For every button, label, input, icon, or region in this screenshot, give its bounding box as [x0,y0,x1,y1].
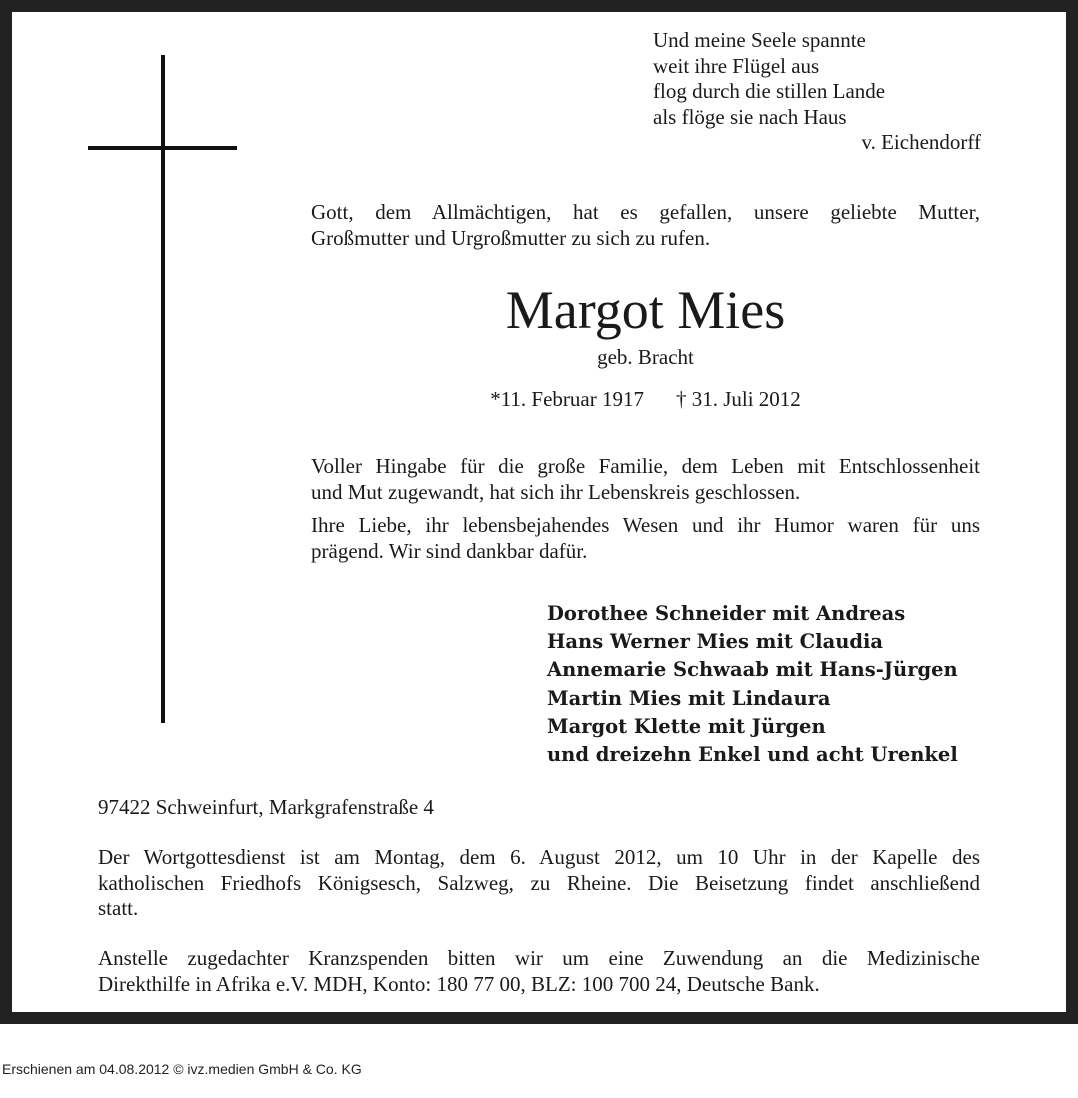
tribute-line: und Mut zugewandt, hat sich ihr Lebenskreis geschlossen. [311,479,801,504]
family-member: Martin Mies mit Lindaura [547,686,831,710]
intro-line: Großmutter und Urgroßmutter zu sich zu rufen. [311,225,711,250]
cross-icon-horizontal-bar [88,146,237,150]
poem-line: weit ihre Flügel aus [653,53,820,78]
service-line: statt. [98,896,139,920]
cross-icon-vertical-bar [161,55,165,723]
service-info [98,845,980,922]
family-member: und dreizehn Enkel und acht Urenkel [547,743,958,767]
poem-line: als flöge sie nach Haus [653,104,847,129]
poem-line: flog durch die stillen Lande [653,79,886,103]
donation-info [98,946,980,997]
deceased-name: Margot Mies [505,280,786,340]
service-line: katholischen Friedhofs Königsesch, Salzweg, zu Rheine. Die Beisetzung findet anschließend [98,870,980,895]
death-date: † 31. Juli 2012 [675,387,801,411]
family-member: Margot Klette mit Jürgen [547,714,826,738]
family-list [547,600,981,769]
publication-footer: Erschienen am 04.08.2012 © ivz.medien GmbH & Co. KG [2,1061,362,1077]
family-member: Hans Werner Mies mit Claudia [547,630,884,654]
tribute-paragraph-1 [311,454,980,505]
family-address: 97422 Schweinfurt, Markgrafenstraße 4 [98,795,434,819]
intro-text [311,200,980,251]
life-dates [311,386,980,412]
obituary-notice [12,12,1066,1012]
intro-line: Gott, dem Allmächtigen, hat es gefallen, unsere geliebte Mutter, [311,200,980,224]
maiden-name: geb. Bracht [597,345,694,369]
family-member: Dorothee Schneider mit Andreas [547,602,906,625]
birth-date: *11. Februar 1917 [490,387,644,411]
poem [653,28,981,156]
donation-line: Anstelle zugedachter Kranzspenden bitten wir um eine Zuwendung an die Medizinische [98,946,980,970]
poem-line: Und meine Seele spannte [653,28,866,52]
poem-author: v. Eichendorff [861,130,981,154]
tribute-line: prägend. Wir sind dankbar dafür. [311,538,588,563]
tribute-line: Voller Hingabe für die große Familie, dem Leben mit Entschlossenheit [311,454,980,478]
service-line: Der Wortgottesdienst ist am Montag, dem 6. August 2012, um 10 Uhr in der Kapelle des [98,845,980,869]
tribute-paragraph-2 [311,513,980,564]
tribute-line: Ihre Liebe, ihr lebensbejahendes Wesen und ihr Humor waren für uns [311,513,980,537]
donation-line: Direkthilfe in Afrika e.V. MDH, Konto: 180 77 00, BLZ: 100 700 24, Deutsche Bank. [98,971,820,996]
family-member: Annemarie Schwaab mit Hans-Jürgen [547,658,958,682]
